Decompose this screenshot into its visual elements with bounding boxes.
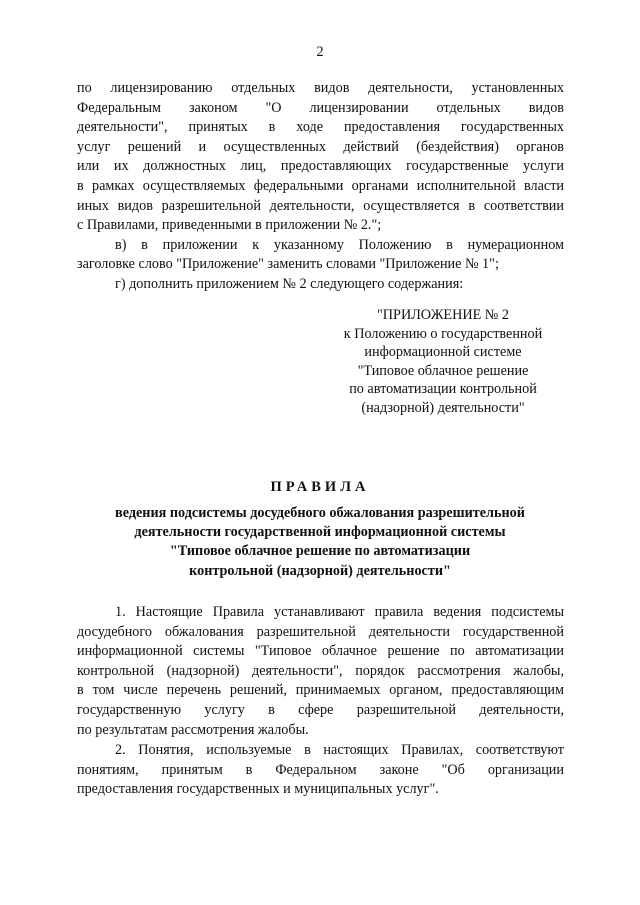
appendix-line: (надзорной) деятельности"	[361, 399, 525, 416]
subtitle-line: ведения подсистемы досудебного обжалования разрешительной	[115, 505, 525, 521]
intro-paragraph	[77, 79, 564, 295]
text-line: понятиям, принятым в Федеральном законе "Об организации	[77, 761, 564, 778]
text-line: иных видов разрешительной деятельности, осуществляется в соответствии	[77, 197, 564, 214]
text-line: деятельности", принятых в ходе предоставления государственных	[77, 119, 564, 136]
text-line: предоставления государственных и муниципальных услуг".	[77, 781, 439, 798]
text-line: в рамках осуществляемых федеральными органами исполнительной власти	[77, 177, 564, 194]
appendix-header	[330, 306, 556, 418]
appendix-line: "Типовое облачное решение	[357, 362, 529, 379]
item-v-line: в) в приложении к указанному Положению в нумерационном	[115, 236, 564, 253]
subtitle-line: контрольной (надзорной) деятельности"	[189, 562, 451, 579]
appendix-line: к Положению о государственной	[343, 325, 543, 342]
text-line: 2. Понятия, используемые в настоящих Правилах, соответствуют	[115, 742, 564, 758]
text-line: или их должностных лиц, предоставляющих государственные услуги	[77, 158, 564, 175]
document-subtitle	[60, 504, 580, 581]
appendix-line: "ПРИЛОЖЕНИЕ № 2	[377, 307, 509, 323]
page-number: 2	[316, 44, 324, 60]
subtitle-line: "Типовое облачное решение по автоматизации	[169, 543, 471, 560]
text-line: досудебного обжалования разрешительной деятельности государственной	[77, 623, 564, 640]
paragraph-2	[77, 741, 564, 800]
subtitle-line: деятельности государственной информационной системы	[134, 524, 506, 541]
text-line: информационной системы "Типовое облачное решение по автоматизации	[77, 643, 564, 660]
text-line: услуг решений и осуществленных действий (бездействия) органов	[77, 138, 564, 155]
appendix-line: информационной системе	[364, 344, 522, 361]
text-line: Федеральным законом "О лицензировании отдельных видов	[77, 99, 564, 116]
text-line: контрольной (надзорной) деятельности", порядок рассмотрения жалобы,	[77, 662, 564, 679]
text-line: государственную услугу в сфере разрешительной деятельности,	[77, 701, 564, 718]
text-line: 1. Настоящие Правила устанавливают правила ведения подсистемы	[115, 604, 564, 620]
text-line: по результатам рассмотрения жалобы.	[77, 721, 309, 738]
document-title: ПРАВИЛА	[270, 479, 370, 495]
paragraph-1	[77, 603, 564, 740]
text-line: с Правилами, приведенными в приложении № 2.";	[77, 217, 382, 234]
item-v-line: заголовке слово "Приложение" заменить словами "Приложение № 1";	[77, 256, 499, 273]
appendix-line: по автоматизации контрольной	[349, 381, 537, 398]
text-line: по лицензированию отдельных видов деятельности, установленных	[77, 80, 564, 96]
text-line: в том числе перечень решений, принимаемых органом, предоставляющим	[77, 682, 564, 699]
item-g-line: г) дополнить приложением № 2 следующего содержания:	[115, 275, 464, 292]
